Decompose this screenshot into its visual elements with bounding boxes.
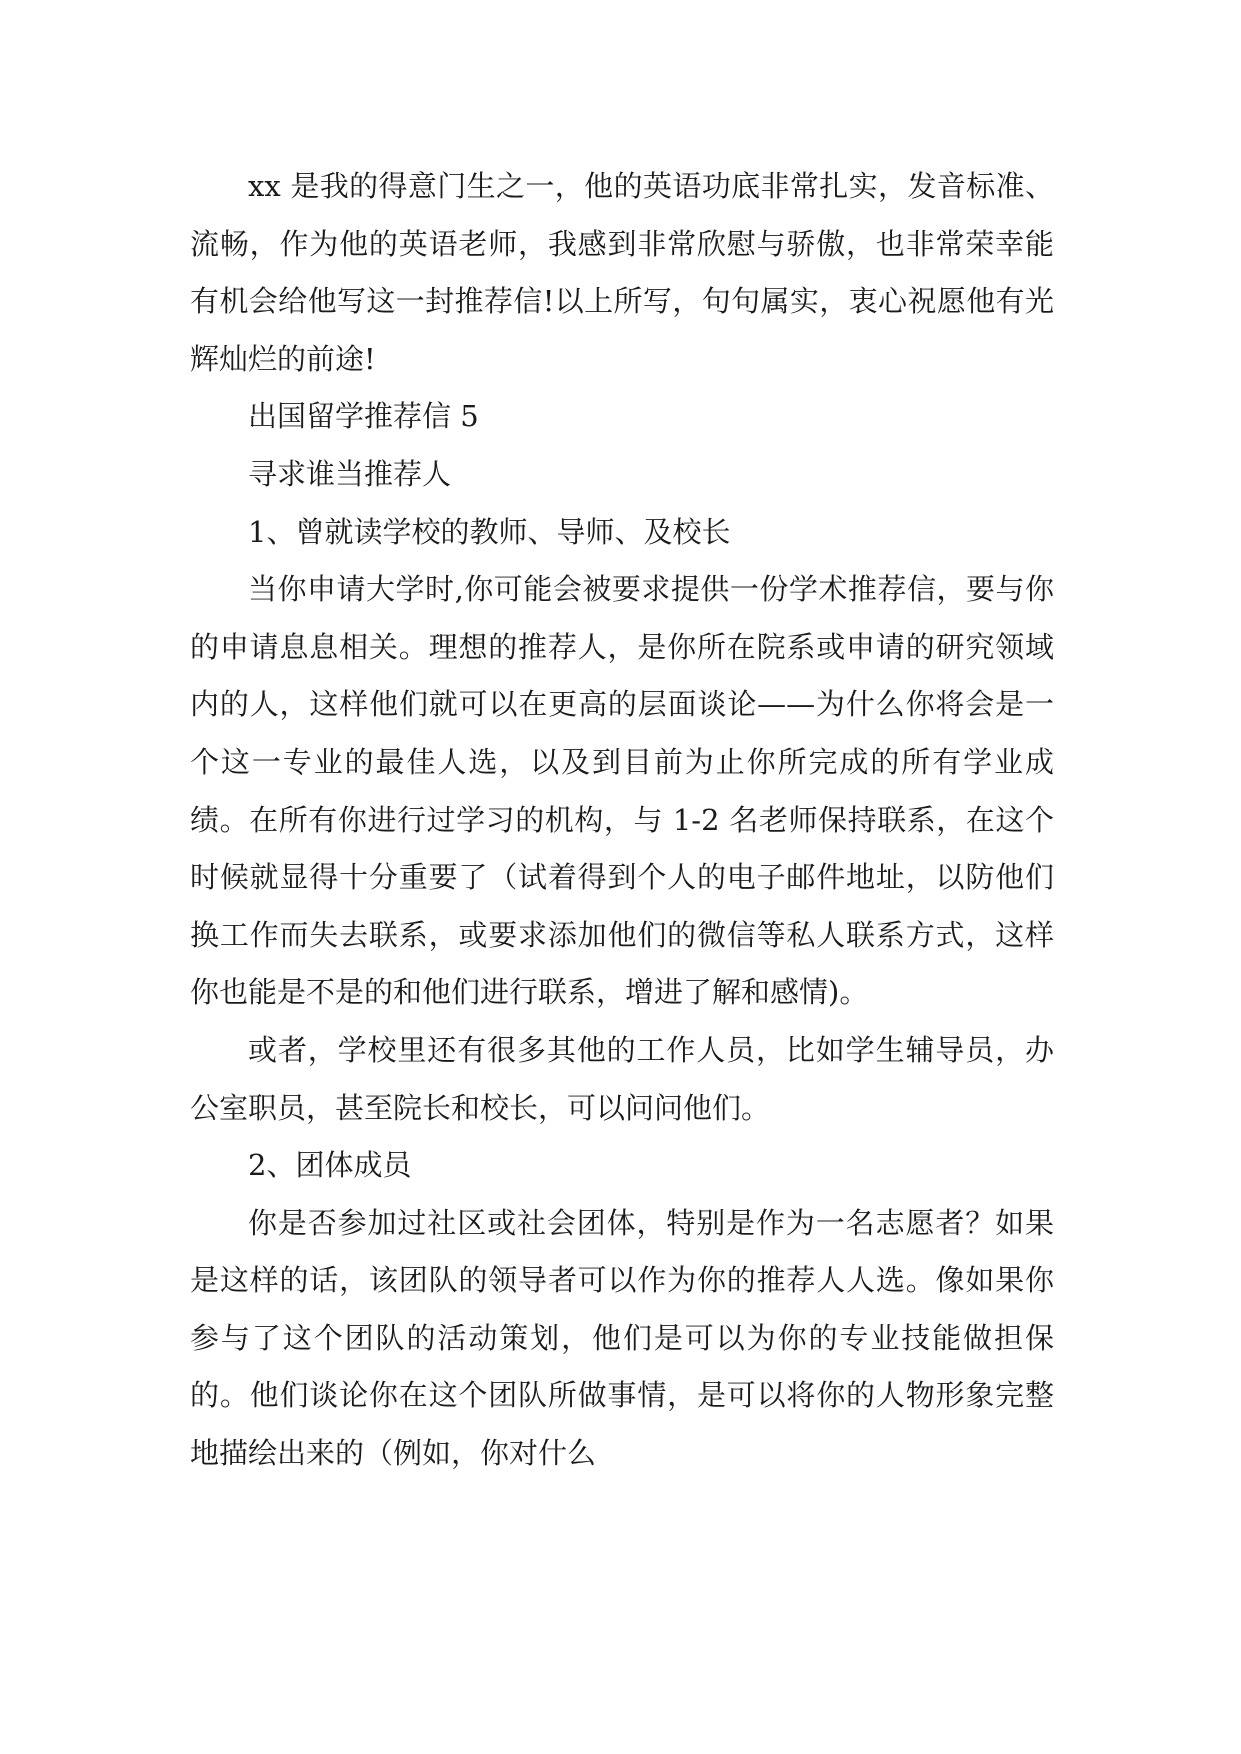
- paragraph-staff: 或者，学校里还有很多其他的工作人员，比如学生辅导员，办公室职员，甚至院长和校长，可以问问他们。: [190, 1032, 1054, 1125]
- paragraph-praise: xx 是我的得意门生之一，他的英语功底非常扎实，发音标准、流畅，作为他的英语老师，我感到非常欣慰与骄傲，也非常荣幸能有机会给他写这一封推荐信!以上所写，句句属实，衷心祝愿他有光辉灿烂的前途!: [190, 169, 1054, 376]
- subsection-title: 寻求谁当推荐人: [248, 456, 452, 491]
- paragraph-groups: 你是否参加过社区或社会团体，特别是作为一名志愿者？如果是这样的话，该团队的领导者可以作为你的推荐人人选。像如果你参与了这个团队的活动策划，他们是可以为你的专业技能做担保的。他们谈论你在这个团队所做事情，是可以将你的人物形象完整地描绘出来的（例如，你对什么: [190, 1205, 1054, 1471]
- section-title: 出国留学推荐信 5: [248, 399, 479, 434]
- list-item-heading-2: 2、团体成员: [248, 1148, 412, 1183]
- paragraph-teachers: 当你申请大学时,你可能会被要求提供一份学术推荐信，要与你的申请息息相关。理想的推荐人，是你所在院系或申请的研究领域内的人，这样他们就可以在更高的层面谈论——为什么你将会是一个这一专业的最佳人选，以及到目前为止你所完成的所有学业成绩。在所有你进行过学习的机构，与 1-2 名老师保持联系，在这个时候就显得十分重要了（试着得到个人的电子邮件地址，以防他们换工作而失去联系，或要求添加他们的微信等私人联系方式，这样你也能是不是的和他们进行联系，增进了解和感情)。: [190, 572, 1054, 1010]
- document-body: [190, 158, 1054, 1483]
- list-item-heading-1: 1、曾就读学校的教师、导师、及校长: [248, 514, 731, 549]
